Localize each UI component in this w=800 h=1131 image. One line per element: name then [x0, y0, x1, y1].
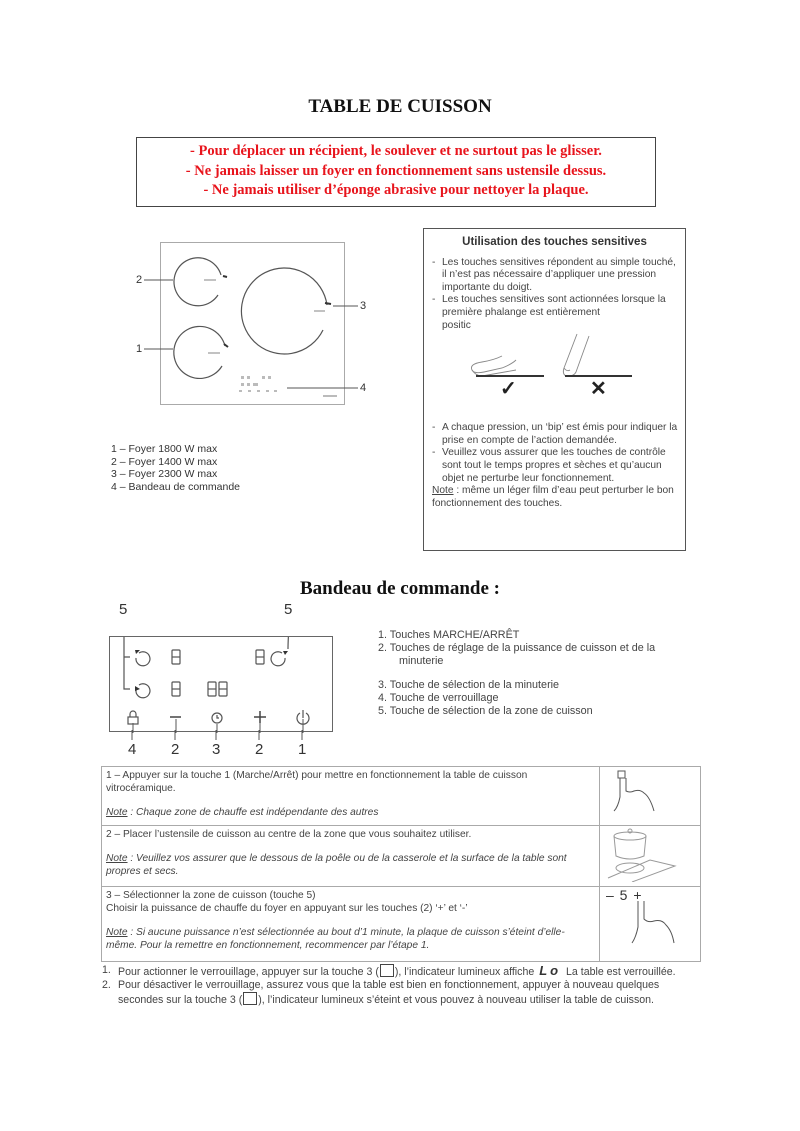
control-panel-legend	[378, 629, 698, 718]
step-text: 1 – Appuyer sur la touche 1 (Marche/Arrêt) pour mettre en fonctionnement la table de cuisson vitrocéramique.	[106, 770, 528, 794]
label-1: 1	[298, 741, 307, 758]
step-note: Note : Veuillez vos assurer que le dessous de la poêle ou de la casserole et la surface de la table sont propres et secs.	[106, 853, 567, 877]
step-row	[102, 767, 701, 826]
step-text-cell	[102, 826, 600, 887]
finger-position-icon	[424, 332, 687, 412]
lock-item: 2. Pour désactiver le verrouillage, assurez vous que la table est bien en fonctionnement, appuyer à nouveau quelques secondes sur la touche 3 ( ), l’indicateur lumineux s’éteint et vous pouvez à nouveau utiliser la table de cuisson.	[102, 979, 660, 1006]
finger-illustration	[424, 332, 685, 412]
label-5-left: 5	[119, 601, 128, 618]
step-text: 3 – Sélectionner la zone de cuisson (touche 5)	[106, 890, 316, 901]
pot-on-hob-icon	[600, 826, 700, 882]
control-panel-diagram	[109, 636, 333, 732]
lock-instructions	[100, 964, 702, 1007]
step-text-cell	[102, 887, 600, 962]
warning-line: - Ne jamais utiliser d’éponge abrasive pour nettoyer la plaque.	[203, 182, 589, 198]
legend-item: 5. Touche de sélection de la zone de cuisson	[378, 705, 593, 717]
step-text: 2 – Placer l’ustensile de cuisson au centre de la zone que vous souhaitez utiliser.	[106, 829, 472, 840]
label-4: 4	[128, 741, 137, 758]
safety-warnings	[136, 137, 656, 207]
minus-five-plus-label: – 5 +	[606, 887, 643, 903]
page-title: TABLE DE CUISSON	[308, 96, 492, 117]
info-cut-word: positic	[442, 319, 471, 331]
step-image-cell	[600, 887, 701, 962]
step-note: Note : Chaque zone de chauffe est indépendante des autres	[106, 807, 379, 818]
warning-line: - Pour déplacer un récipient, le soulever et ne surtout pas le glisser.	[190, 143, 602, 159]
wrong-cross-icon: ✕	[590, 378, 607, 401]
legend-item: 2. Touches de réglage de la puissance de cuisson et de la minuterie	[378, 642, 656, 667]
info-box-title: Utilisation des touches sensitives	[462, 236, 647, 248]
step-image-cell	[600, 767, 701, 826]
legend-item: 4. Touche de verrouillage	[378, 692, 499, 704]
legend-item: 1. Touches MARCHE/ARRÊT	[378, 629, 520, 641]
steps-table	[101, 766, 701, 962]
correct-check-icon: ✓	[500, 378, 517, 401]
info-note	[424, 485, 681, 510]
section-title: Bandeau de commande :	[299, 578, 501, 599]
finger-press-power-icon	[600, 767, 700, 821]
label-2-minus: 2	[171, 741, 180, 758]
info-bullet: - Veuillez vous assurer que les touches de contrôle sont tout le temps propres et sèches et qu’aucun objet ne perturbe leur fonctionnement.	[424, 447, 679, 485]
callout-3: 3	[360, 300, 367, 312]
lock-key-icon	[243, 992, 257, 1005]
callout-1: 1	[136, 343, 143, 355]
step-row	[102, 826, 701, 887]
label-5-right: 5	[284, 601, 293, 618]
legend-item: 4 – Bandeau de commande	[111, 480, 241, 493]
step-text-2: Choisir la puissance de chauffe du foyer en appuyant sur les touches (2) ‘+’ et ‘-’	[106, 903, 468, 914]
hob-legend	[111, 443, 240, 493]
step-row	[102, 887, 701, 962]
info-bullet: - A chaque pression, un ‘bip’ est émis pour indiquer la prise en compte de l’action demandée.	[424, 422, 679, 447]
control-panel-keys	[110, 637, 334, 733]
lo-display: Lo	[539, 963, 562, 978]
touch-keys-info-box	[423, 228, 686, 551]
callout-4: 4	[360, 382, 367, 394]
legend-item: 2 – Foyer 1400 W max	[111, 455, 218, 468]
info-bullet: - Les touches sensitives répondent au simple touché, il n’est pas nécessaire d’appliquer une pression importante du doigt.	[424, 257, 679, 295]
lock-item: 1. Pour actionner le verrouillage, appuyer sur la touche 3 ( ), l’indicateur lumineux affiche Lo La table est verrouillée.	[102, 963, 676, 978]
label-3: 3	[212, 741, 221, 758]
hob-callout-lines	[130, 240, 380, 410]
note-label: Note	[432, 485, 454, 497]
warning-line: - Ne jamais laisser un foyer en fonctionnement sans ustensile dessus.	[185, 162, 607, 179]
step-image-cell	[600, 826, 701, 887]
callout-2: 2	[136, 274, 143, 286]
info-bullet: - Les touches sensitives sont actionnées lorsque la première phalange est entièrement	[424, 294, 679, 319]
legend-item: 3. Touche de sélection de la minuterie	[378, 679, 560, 691]
lock-key-icon	[380, 964, 394, 977]
note-text: : même un léger film d’eau peut perturber le bon fonctionnement des touches.	[432, 485, 674, 509]
legend-item: 3 – Foyer 2300 W max	[111, 468, 218, 480]
legend-item: 1 – Foyer 1800 W max	[111, 443, 218, 455]
step-note: Note : Si aucune puissance n’est sélectionnée au bout d’1 minute, la plaque de cuisson s’éteint d’elle-même. Pour la remettre en fonctionnement, recommencer par l’étape 1.	[106, 927, 565, 951]
step-text-cell	[102, 767, 600, 826]
label-2-plus: 2	[255, 741, 264, 758]
